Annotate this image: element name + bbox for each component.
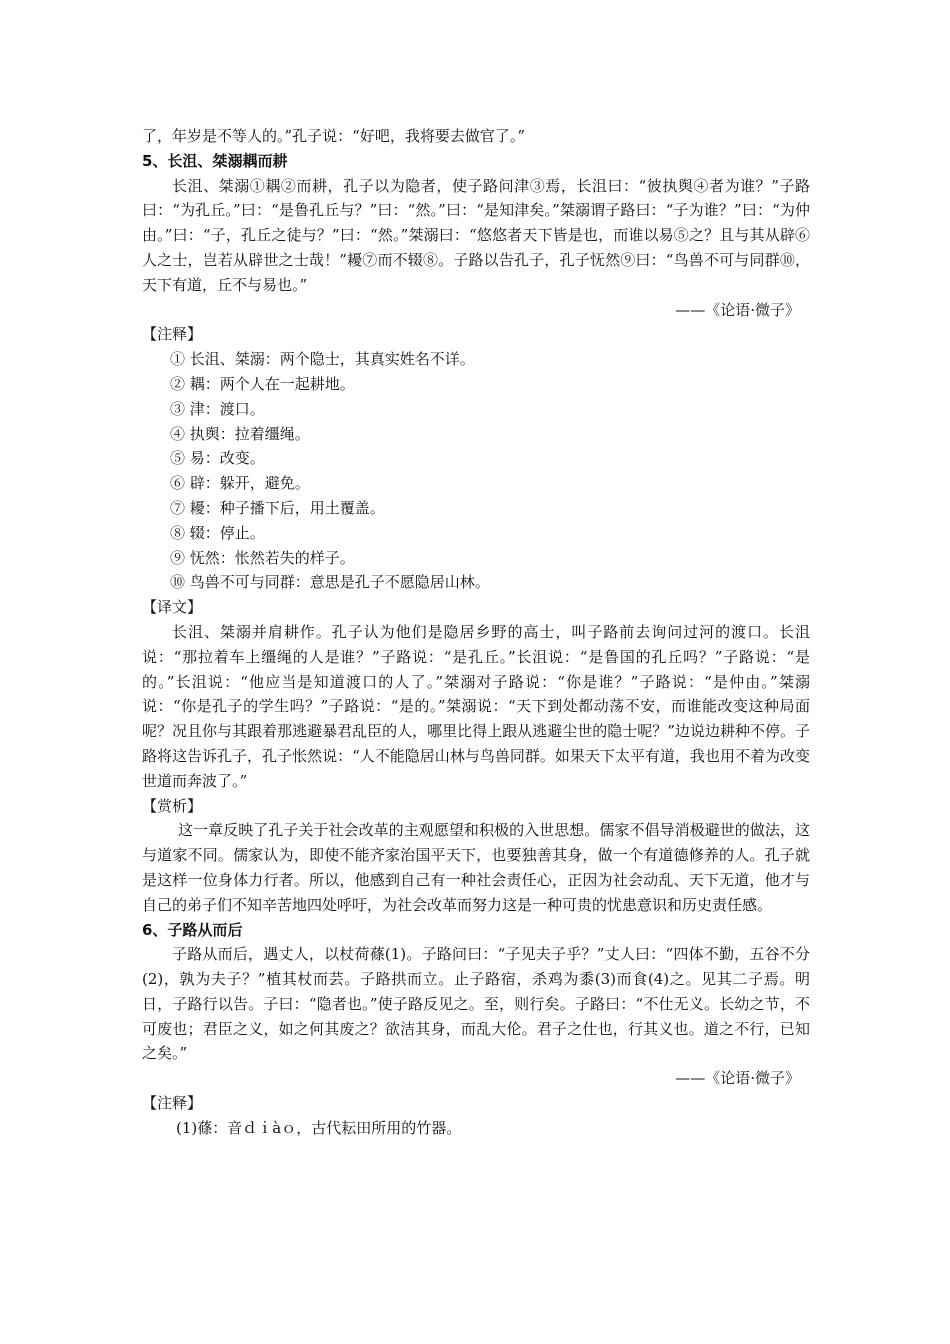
note-item: ⑦ 耰：种子播下后，用土覆盖。 [170,498,385,517]
section-5-notes-label: 【注释】 [142,325,203,344]
note-item: ③ 津：渡口。 [170,399,265,418]
note-item: ⑤ 易：改变。 [170,449,265,468]
note-item: (1)蓧：音ｄｉàｏ，古代耘田所用的竹器。 [176,1118,462,1137]
section-6-title: 6、子路从而后 [142,920,243,939]
note-item: ④ 执舆：拉着缰绳。 [170,424,310,443]
section-5-translation-label: 【译文】 [142,598,203,617]
section-6-notes-label: 【注释】 [142,1094,203,1113]
section-5-appreciation: 这一章反映了孔子关于社会改革的主观愿望和积极的入世思想。儒家不倡导消极避世的做法，这与道家不同。儒家认为，即使不能齐家治国平天下，也要独善其身，做一个有道德修养的人。孔子就是这样一位身体力行者。所以，他感到自己有一种社会责任心，正因为社会动乱、天下无道，他才与自己的弟子们不知辛苦地四处呼吁，为社会改革而努力这是一种可贵的忧患意识和历史责任感。 [142,821,810,914]
section-5-notes [142,347,810,595]
section-5-translation: 长沮、桀溺并肩耕作。孔子认为他们是隐居乡野的高士，叫子路前去询问过河的渡口。长沮说：“那拉着车上缰绳的人是谁？”子路说：“是孔丘。”长沮说：“是鲁国的孔丘吗？”子路说：“是的。”长沮说：“他应当是知道渡口的人了。”桀溺对子路说：“你是谁？”子路说：“是仲由。”桀溺说：“你是孔子的学生吗？”子路说：“是的。”桀溺说：“天下到处都动荡不安，而谁能改变这种局面呢？况且你与其跟着那逃避暴君乱臣的人，哪里比得上跟从逃避尘世的隐士呢？”边说边耕种不停。子路将这告诉孔子，孔子怅然说：“人不能隐居山林与鸟兽同群。如果天下太平有道，我也用不着为改变世道而奔波了。” [142,622,810,790]
note-item: ⑨ 怃然：怅然若失的样子。 [170,548,355,567]
intro-line: 了，年岁是不等人的。”孔子说：“好吧，我将要去做官了。” [142,127,526,145]
note-item: ⑩ 鸟兽不可与同群：意思是孔子不愿隐居山林。 [170,573,490,592]
note-item: ⑧ 辍：停止。 [170,523,265,542]
section-5-title: 5、长沮、桀溺耦而耕 [142,151,288,170]
section-5-appreciation-label: 【赏析】 [142,796,203,815]
note-item: ② 耦：两个人在一起耕地。 [170,374,355,393]
note-item: ⑥ 辟：躲开，避免。 [170,474,310,493]
section-6-text: 子路从而后，遇丈人，以杖荷蓧(1)。子路问曰：“子见夫子乎？”丈人曰：“四体不勤，五谷不分(2)，孰为夫子？”植其杖而芸。子路拱而立。止子路宿，杀鸡为黍(3)而食(4)之。见其二子焉。明日，子路行以告。子曰：“隐者也。”使子路反见之。至，则行矣。子路曰：“不仕无义。长幼之节，不可废也；君臣之义，如之何其废之？欲洁其身，而乱大伦。君子之仕也，行其义也。道之不行，已知之矣。” [142,945,810,1063]
section-6-notes [142,1116,810,1141]
section-6-source: ——《论语·微子》 [675,1069,800,1088]
note-item: ① 长沮、桀溺：两个隐士，其真实姓名不详。 [170,350,475,369]
section-5-source: ——《论语·微子》 [675,300,800,319]
section-5-text: 长沮、桀溺①耦②而耕，孔子以为隐者，使子路问津③焉，长沮曰：“彼执舆④者为谁？”子路曰：“为孔丘。”曰：“是鲁孔丘与？”曰：“然。”曰：“是知津矣。”桀溺谓子路曰：“子为谁？”曰：“为仲由。”曰：“子，孔丘之徒与？”曰：“然。”桀溺曰：“悠悠者天下皆是也，而谁以易⑤之？且与其从辟⑥人之士，岂若从辟世之士哉！”耰⑦而不辍⑧。子路以告孔子，孔子怃然⑨曰：“鸟兽不可与同群⑩，天下有道，丘不与易也。” [142,176,810,294]
